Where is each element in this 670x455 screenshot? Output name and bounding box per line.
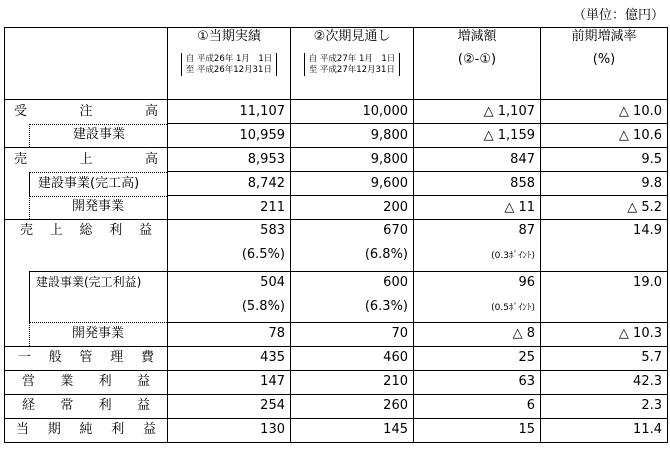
sales-construction-current: 8,742 [168,172,291,196]
label-ordinary-income: 経 常 利 益 [5,394,168,418]
sales-rate: 9.5 [541,148,668,172]
label-gross-profit: 売 上 総 利 益 [5,220,168,272]
orders-construction-change: △ 1,159 [414,124,541,148]
sales-construction-rate: 9.8 [541,172,668,196]
sga-change: 25 [414,346,541,370]
ordinary-forecast: 260 [291,394,414,418]
gp-development-forecast: 70 [291,322,414,346]
header-change-rate: 前期増減率 (%) [541,28,668,100]
label-net-income: 当 期 純 利 益 [5,418,168,442]
ordinary-current: 254 [168,394,291,418]
label-gp-development: 開発事業 [5,322,168,346]
header-change-amount: 増減額 (②-①) [414,28,541,100]
row-sga [5,346,668,370]
label-gp-construction: 建設事業(完工利益) [5,271,168,322]
row-gp-construction [5,271,668,322]
sales-construction-forecast: 9,600 [291,172,414,196]
ordinary-change: 6 [414,394,541,418]
orders-rate: △ 10.0 [541,100,668,124]
ordinary-rate: 2.3 [541,394,668,418]
gp-development-change: △ 8 [414,322,541,346]
row-sales-construction [5,172,668,196]
sales-development-rate: △ 5.2 [541,196,668,220]
sales-construction-change: 858 [414,172,541,196]
label-sales: 売 上 高 [5,148,168,172]
gp-construction-change: 96 (0.5ﾎﾟｲﾝﾄ) [414,271,541,322]
net-change: 15 [414,418,541,442]
label-sales-construction: 建設事業(完工高) [5,172,168,196]
header-row [5,28,668,100]
net-current: 130 [168,418,291,442]
net-forecast: 145 [291,418,414,442]
header-current-results: ①当期実績 自 平成26年 1月 1日 至 平成26年12月31日 [168,28,291,100]
unit-label: （単位：億円） [572,8,664,23]
row-orders [5,100,668,124]
row-gross-profit [5,220,668,272]
orders-current: 11,107 [168,100,291,124]
operating-current: 147 [168,370,291,394]
gross-profit-rate: 14.9 [541,220,668,272]
label-orders-construction: 建設事業 [5,124,168,148]
label-sga: 一 般 管 理 費 [5,346,168,370]
sga-current: 435 [168,346,291,370]
sga-forecast: 460 [291,346,414,370]
row-gp-development [5,322,668,346]
row-sales-development [5,196,668,220]
sales-development-forecast: 200 [291,196,414,220]
label-sales-development: 開発事業 [5,196,168,220]
gp-construction-current: 504 (5.8%) [168,271,291,322]
next-period: 自 平成27年 1月 1日 至 平成27年12月31日 [304,53,401,76]
sga-rate: 5.7 [541,346,668,370]
orders-change: △ 1,107 [414,100,541,124]
header-next-forecast: ②次期見通し 自 平成27年 1月 1日 至 平成27年12月31日 [291,28,414,100]
sales-current: 8,953 [168,148,291,172]
gross-profit-forecast: 670 (6.8%) [291,220,414,272]
gp-construction-forecast: 600 (6.3%) [291,271,414,322]
row-net-income [5,418,668,442]
sales-change: 847 [414,148,541,172]
row-sales [5,148,668,172]
orders-construction-forecast: 9,800 [291,124,414,148]
operating-change: 63 [414,370,541,394]
orders-construction-rate: △ 10.6 [541,124,668,148]
sales-development-current: 211 [168,196,291,220]
sales-forecast: 9,800 [291,148,414,172]
label-operating-income: 営 業 利 益 [5,370,168,394]
current-period: 自 平成26年 1月 1日 至 平成26年12月31日 [181,53,278,76]
sales-development-change: △ 11 [414,196,541,220]
row-ordinary-income [5,394,668,418]
gross-profit-change: 87 (0.3ﾎﾟｲﾝﾄ) [414,220,541,272]
row-operating-income [5,370,668,394]
gp-development-current: 78 [168,322,291,346]
financial-forecast-table [4,27,668,443]
net-rate: 11.4 [541,418,668,442]
row-orders-construction [5,124,668,148]
orders-construction-current: 10,959 [168,124,291,148]
operating-forecast: 210 [291,370,414,394]
orders-forecast: 10,000 [291,100,414,124]
gp-construction-rate: 19.0 [541,271,668,322]
gp-development-rate: △ 10.3 [541,322,668,346]
operating-rate: 42.3 [541,370,668,394]
header-blank-cell [5,28,168,100]
label-orders: 受 注 高 [5,100,168,124]
gross-profit-current: 583 (6.5%) [168,220,291,272]
